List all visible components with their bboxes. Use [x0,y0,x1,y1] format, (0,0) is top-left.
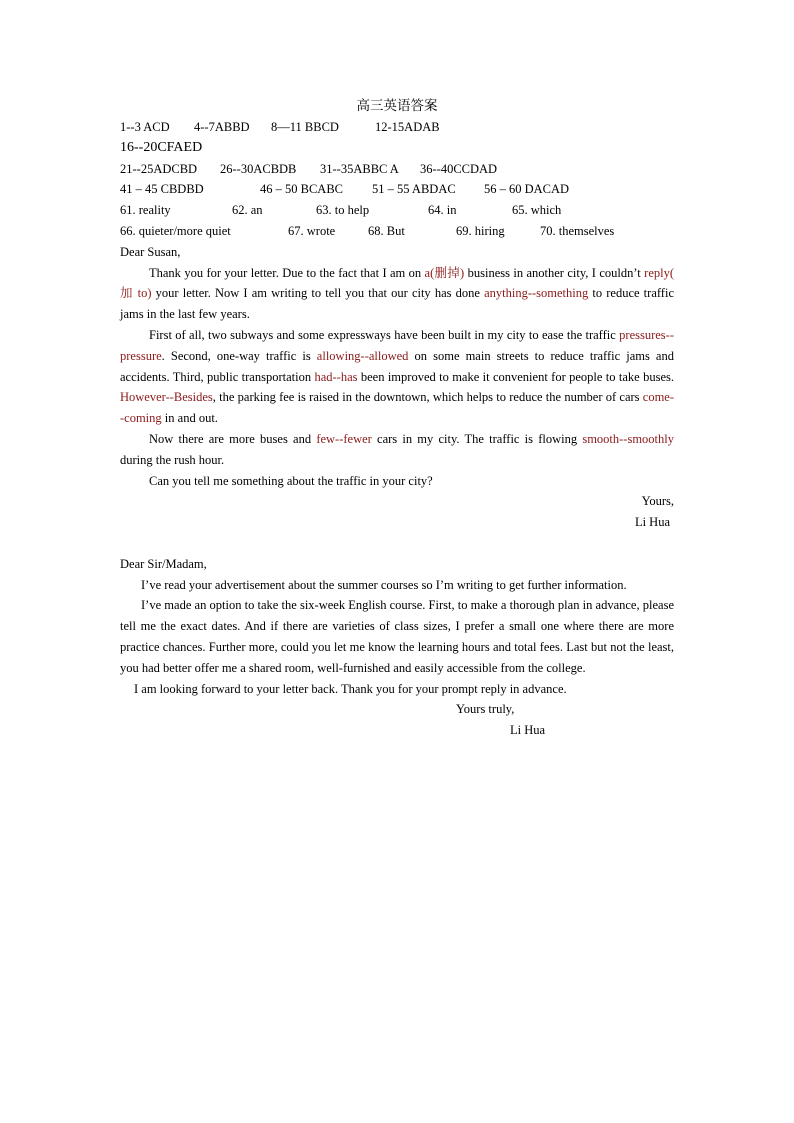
text-span: on some main streets to reduce traffic jams and accidents. Third, public transportation [120,348,674,384]
letter1-paragraph-1 [120,263,674,325]
answer-line-2: 16--20CFAED [120,139,203,155]
answer-item: 68. But [368,223,405,238]
spacer [120,533,674,554]
page-title: 高三英语答案 [356,98,438,113]
letter1-closing: Yours, [641,494,674,509]
letter2-paragraph-2: I’ve made an option to take the six-week English course. First, to make a thorough plan in advance, please tell me the exact dates. And if there are varieties of class sizes, I prefer a small one where there are more practice chances. Further more, could you let me know the learning hours and total fees. Last but not the least, you had better offer me a shared room, well-furnished and easily accessible from the college. [120,598,674,675]
answer-item: 66. quieter/more quiet [120,223,231,238]
letter1-signature: Li Hua [634,515,670,530]
letter2-closing: Yours truly, [456,702,515,717]
letter2-greeting: Dear Sir/Madam, [120,556,207,571]
answer-item: 31--35ABBC A [320,161,399,176]
answer-item: 70. themselves [540,223,615,238]
correction-text: reply( 加 to) [120,265,675,301]
answer-item: 69. hiring [456,223,505,238]
correction-text: a(删掉) [424,265,465,280]
text-span: Thank you for your letter. Due to the fact that I am on [149,265,425,280]
answer-line-5 [120,200,674,221]
answer-item: 56 – 60 DACAD [484,182,570,197]
text-span: your letter. Now I am writing to tell you that our city has done [151,286,485,301]
text-span: . Second, one-way traffic is [161,348,317,363]
answer-item: 4--7ABBD [194,120,250,134]
letter1-paragraph-4: Can you tell me something about the traffic in your city? [149,473,433,488]
text-span: First of all, two subways and some expressways have been built in my city to ease the traffic [149,327,620,342]
answer-item: 1--3 ACD [120,120,170,134]
answer-item: 61. reality [120,203,171,218]
answer-item: 51 – 55 ABDAC [372,182,456,197]
letter2-signature: Li Hua [510,723,546,738]
text-span: been improved to make it convenient for people to take buses. [357,369,674,384]
answer-line-1 [120,117,674,138]
answer-item: 62. an [232,203,263,218]
correction-text: anything--something [484,286,589,301]
answer-item: 12-15ADAB [375,120,440,134]
answer-item: 41 – 45 CBDBD [120,182,204,197]
correction-text: However--Besides [120,390,213,405]
text-span: in and out. [161,411,218,426]
letter2-paragraph-1: I’ve read your advertisement about the summer courses so I’m writing to get further information. [141,577,627,592]
answer-item: 21--25ADCBD [120,161,198,176]
correction-text: had--has [314,369,358,384]
correction-text: smooth--smoothly [582,431,674,446]
text-span: business in another city, I couldn’t [464,265,645,280]
letter2-paragraph-3: I am looking forward to your letter back. Thank you for your prompt reply in advance. [134,681,567,696]
document-page [120,96,674,741]
text-span: , the parking fee is raised in the downtown, which helps to reduce the number of cars [212,390,643,405]
letter1-paragraph-2 [120,325,674,429]
answer-item: 46 – 50 BCABC [260,182,344,197]
text-span: to reduce traffic jams in the last few years. [120,286,674,322]
letter1-paragraph-3 [120,429,674,471]
answer-item: 63. to help [316,203,370,218]
answer-item: 26--30ACBDB [220,161,297,176]
correction-text: few--fewer [316,431,372,446]
answer-item: 64. in [428,203,457,218]
correction-text: pressures--pressure [120,327,674,363]
answer-item: 36--40CCDAD [420,161,498,176]
answer-line-4 [120,179,674,200]
answer-item: 65. which [512,203,562,218]
answer-line-3 [120,159,674,180]
answer-item: 8—11 BBCD [271,120,339,134]
answer-line-6 [120,221,674,242]
letter1-greeting: Dear Susan, [120,244,181,259]
text-span: cars in my city. The traffic is flowing [371,431,583,446]
text-span: during the rush hour. [120,452,225,467]
answer-item: 67. wrote [288,223,336,238]
text-span: Now there are more buses and [149,431,317,446]
correction-text: come--coming [120,390,674,426]
correction-text: allowing--allowed [316,348,409,363]
